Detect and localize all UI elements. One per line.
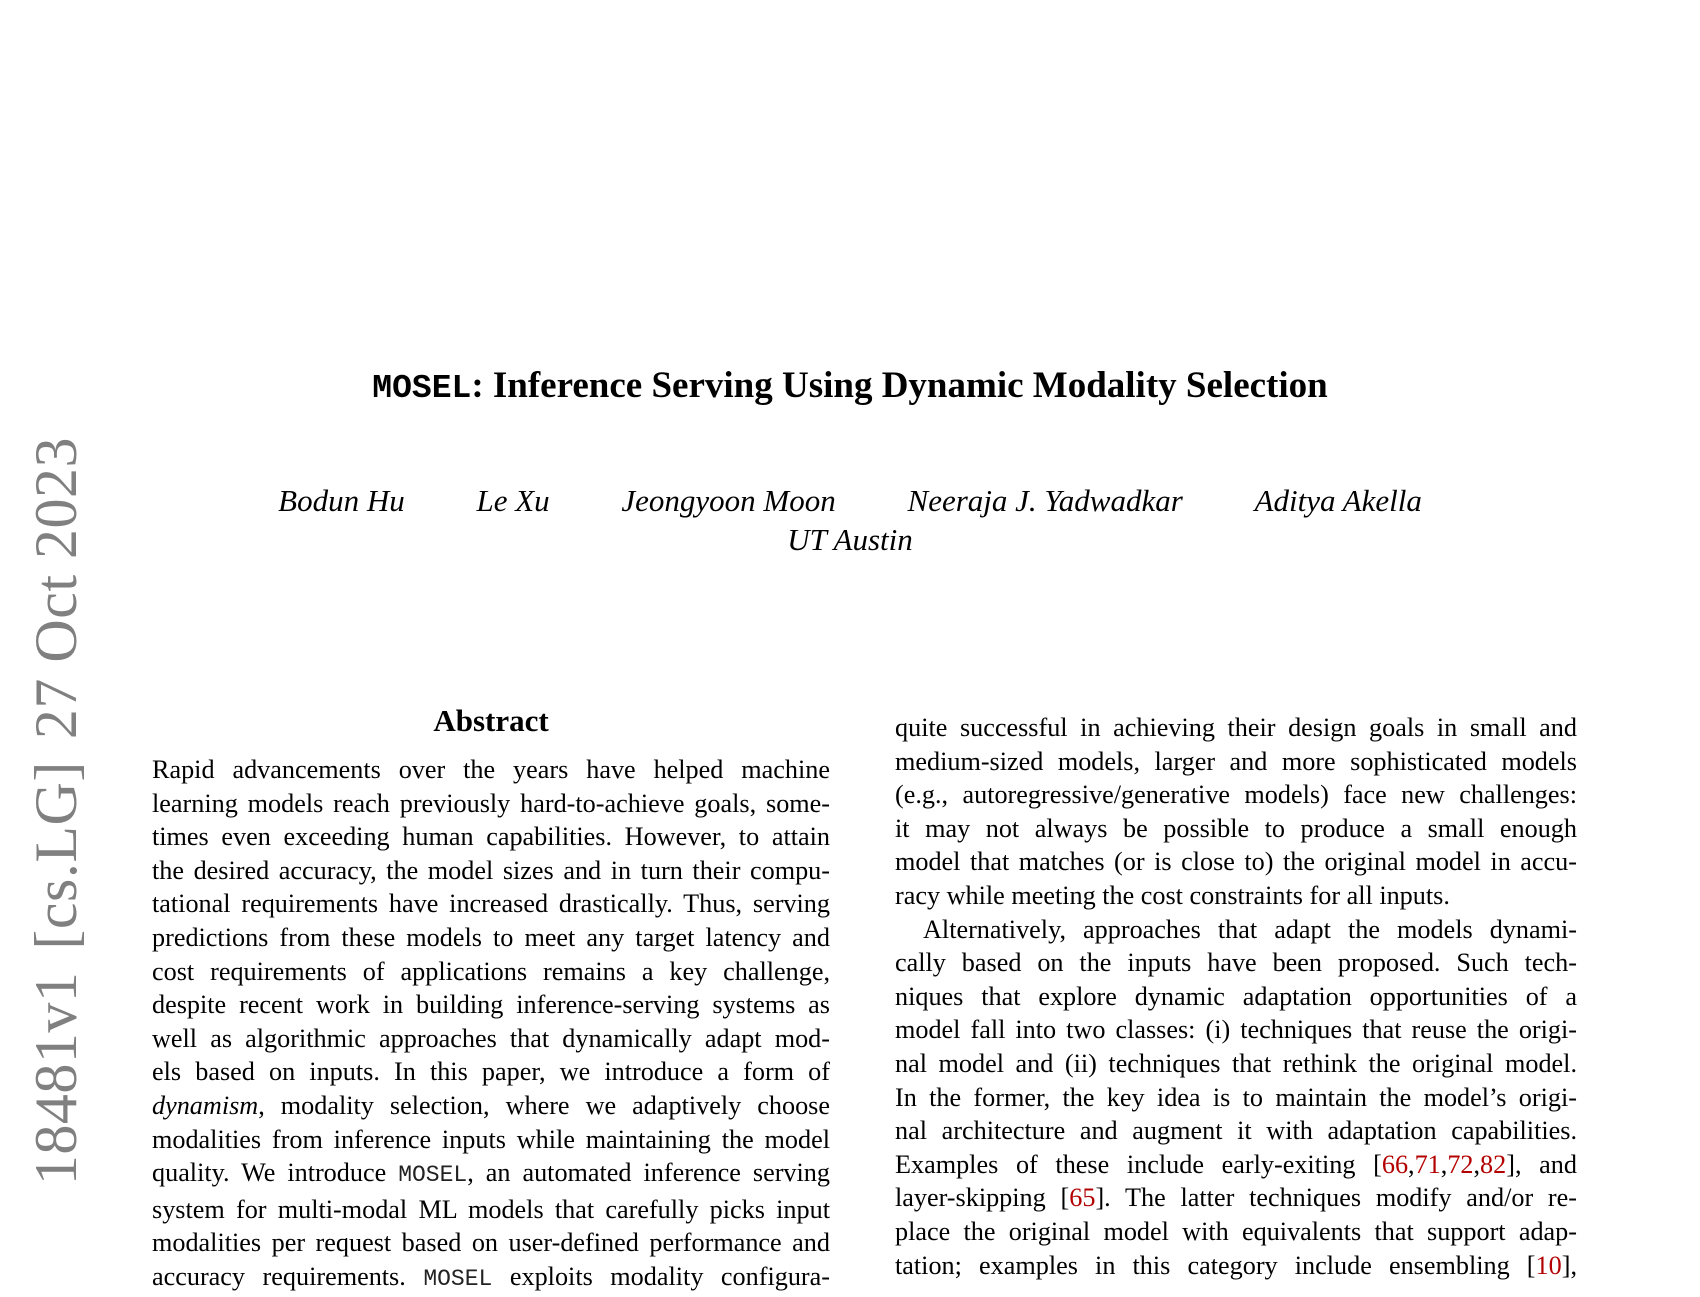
citation-link[interactable]: 72 — [1447, 1149, 1474, 1179]
arxiv-id: 18481v1 — [23, 971, 89, 1186]
author-list — [0, 483, 1700, 519]
body-line: Alternatively, approaches that adapt the models dynami- — [923, 914, 1577, 944]
abstract-line: despite recent work in building inference-serving systems as — [152, 990, 830, 1020]
abstract-line: modalities per request based on user-defined performance and — [152, 1228, 830, 1258]
body-line: place the original model with equivalents that support adap- — [895, 1216, 1577, 1246]
emphasis-dynamism: dynamism — [152, 1090, 259, 1120]
abstract-line: the desired accuracy, the model sizes and in turn their compu- — [152, 855, 830, 885]
arxiv-category: [cs.LG] — [23, 761, 89, 950]
abstract-line: learning models reach previously hard-to-achieve goals, some- — [152, 788, 830, 818]
body-column-right — [895, 711, 1577, 1282]
body-line: niques that explore dynamic adaptation opportunities of a — [895, 981, 1577, 1011]
system-name-inline: MOSEL — [398, 1162, 468, 1189]
abstract-line: system for multi-modal ML models that carefully picks input — [152, 1194, 830, 1224]
title-text: : Inference Serving Using Dynamic Modality Selection — [471, 365, 1328, 406]
abstract-line: predictions from these models to meet any target latency and — [152, 922, 830, 952]
system-name-inline: MOSEL — [423, 1265, 493, 1292]
abstract-line: dynamism, modality selection, where we adaptively choose — [152, 1090, 830, 1120]
abstract-line: els based on inputs. In this paper, we introduce a form of — [152, 1057, 830, 1087]
abstract-line: cost requirements of applications remains a key challenge, — [152, 956, 830, 986]
citation-link[interactable]: 65 — [1069, 1183, 1096, 1213]
body-line: layer-skipping [65]. The latter techniques modify and/or re- — [895, 1183, 1577, 1213]
body-line: nal architecture and augment it with adaptation capabilities. — [895, 1116, 1577, 1146]
body-line: racy while meeting the cost constraints for all inputs. — [895, 880, 1450, 910]
body-line: nal model and (ii) techniques that rethink the original model. — [895, 1048, 1577, 1078]
citation-link[interactable]: 71 — [1414, 1149, 1441, 1179]
arxiv-date: 27 Oct 2023 — [23, 437, 89, 740]
system-name: MOSEL — [372, 370, 472, 407]
body-line: In the former, the key idea is to maintain the model’s origi- — [895, 1082, 1577, 1112]
abstract-line: quality. We introduce MOSEL, an automated inference serving — [152, 1158, 830, 1189]
author: Le Xu — [476, 483, 550, 518]
body-line: it may not always be possible to produce a small enough — [895, 813, 1577, 843]
body-line: quite successful in achieving their design goals in small and — [895, 713, 1577, 742]
body-line: (e.g., autoregressive/generative models) face new challenges: — [895, 780, 1577, 810]
abstract-line: times even exceeding human capabilities. However, to attain — [152, 822, 830, 852]
citation-link[interactable]: 82 — [1480, 1149, 1507, 1179]
author: Jeongyoon Moon — [621, 483, 836, 518]
author: Bodun Hu — [278, 483, 405, 518]
abstract-line: Rapid advancements over the years have helped machine — [152, 755, 830, 784]
body-line: cally based on the inputs have been proposed. Such tech- — [895, 948, 1577, 978]
body-line: model that matches (or is close to) the original model in accu- — [895, 847, 1577, 877]
body-line: model fall into two classes: (i) techniques that reuse the origi- — [895, 1015, 1577, 1045]
abstract-heading: Abstract — [433, 703, 549, 738]
citation-link[interactable]: 10 — [1535, 1250, 1562, 1280]
author: Aditya Akella — [1254, 483, 1422, 518]
abstract-column — [152, 703, 830, 1297]
body-line: tation; examples in this category include ensembling [10], — [895, 1250, 1577, 1280]
author: Neeraja J. Yadwadkar — [907, 483, 1183, 518]
abstract-line: tational requirements have increased drastically. Thus, serving — [152, 889, 830, 919]
paper-title — [0, 364, 1700, 407]
abstract-line: modalities from inference inputs while maintaining the model — [152, 1124, 830, 1154]
body-line: medium-sized models, larger and more sophisticated models — [895, 746, 1577, 776]
body-line: Examples of these include early-exiting [66,71,72,82], and — [895, 1149, 1577, 1179]
abstract-line: well as algorithmic approaches that dynamically adapt mod- — [152, 1023, 830, 1053]
abstract-line: accuracy requirements. MOSEL exploits modality configura- — [152, 1261, 830, 1292]
affiliation: UT Austin — [787, 522, 913, 557]
citation-link[interactable]: 66 — [1381, 1149, 1409, 1179]
